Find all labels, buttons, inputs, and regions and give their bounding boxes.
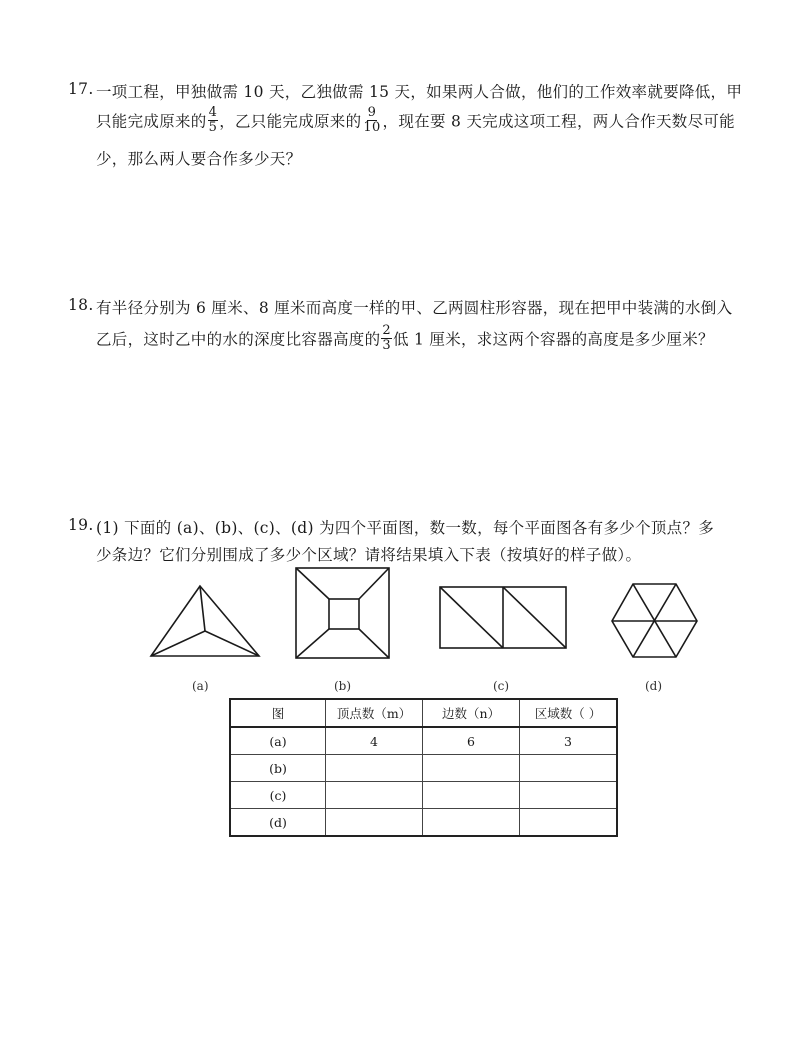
figure-label-b: (b) — [334, 679, 352, 693]
problem-text-line — [96, 323, 714, 355]
fraction-denominator: 5 — [208, 120, 218, 135]
problem-text-line: 一项工程，甲独做需 10 天，乙独做需 15 天，如果两人合做，他们的工作效率就要降低，甲 — [96, 83, 743, 101]
fraction-numerator: 4 — [208, 105, 218, 120]
fraction-denominator: 10 — [363, 120, 381, 135]
table-cell — [520, 782, 618, 809]
table-cell: 3 — [520, 727, 618, 755]
table-header-cell: 边数（n） — [423, 699, 520, 727]
table-header-cell: 顶点数（m） — [326, 699, 423, 727]
text-segment: 只能完成原来的 — [96, 112, 207, 131]
fraction-denominator: 3 — [382, 338, 391, 353]
fraction — [362, 106, 381, 135]
table-row — [230, 809, 617, 837]
figure-a — [151, 586, 259, 656]
table-cell — [520, 755, 618, 782]
problem-number: 19. — [68, 516, 94, 534]
text-segment: ，乙只能完成原来的 — [219, 112, 362, 131]
fraction — [208, 106, 219, 135]
text-segment: 乙后，这时乙中的水的深度比容器高度的 — [96, 330, 381, 349]
problem-number: 17. — [68, 80, 94, 98]
table-row — [230, 755, 617, 782]
problem-number: 18. — [68, 296, 94, 314]
result-table — [229, 698, 618, 837]
fraction-numerator: 2 — [382, 323, 391, 338]
text-segment: 低 1 厘米，求这两个容器的高度是多少厘米？ — [392, 330, 714, 349]
table-cell — [423, 809, 520, 837]
figure-d — [612, 584, 697, 657]
figure-label-a: (a) — [192, 679, 209, 693]
problem-text-line: 少条边？它们分别围成了多少个区域？请将结果填入下表（按填好的样子做）。 — [96, 546, 642, 564]
table-header-cell: 区域数（ ） — [520, 699, 618, 727]
table-cell: (c) — [230, 782, 326, 809]
table-row — [230, 782, 617, 809]
table-cell: (d) — [230, 809, 326, 837]
table-cell: (b) — [230, 755, 326, 782]
figures-svg — [0, 555, 794, 695]
table-header-row — [230, 699, 617, 727]
table-cell — [520, 809, 618, 837]
table-cell — [326, 809, 423, 837]
figures-row — [0, 555, 794, 695]
table-cell — [326, 755, 423, 782]
table-header-cell: 图 — [230, 699, 326, 727]
figure-c — [440, 587, 566, 648]
figure-b — [296, 568, 389, 658]
problem-text-line: 有半径分别为 6 厘米、8 厘米而高度一样的甲、乙两圆柱形容器，现在把甲中装满的水倒入 — [96, 299, 733, 317]
table-cell: 6 — [423, 727, 520, 755]
table-row — [230, 727, 617, 755]
figure-label-d: (d) — [645, 679, 663, 693]
fraction — [381, 324, 392, 353]
figure-label-c: (c) — [493, 679, 510, 693]
table-cell: (a) — [230, 727, 326, 755]
table-cell: 4 — [326, 727, 423, 755]
fraction-numerator: 9 — [367, 105, 377, 120]
problem-text-line — [96, 105, 735, 137]
table-cell — [423, 782, 520, 809]
problem-text-line: (1) 下面的 (a)、(b)、(c)、(d) 为四个平面图，数一数，每个平面图各有多少个顶点？多 — [96, 519, 715, 537]
text-segment: ，现在要 8 天完成这项工程，两人合作天数尽可能 — [382, 112, 735, 131]
problem-text-line: 少，那么两人要合作多少天？ — [96, 150, 302, 168]
table-cell — [423, 755, 520, 782]
table-cell — [326, 782, 423, 809]
